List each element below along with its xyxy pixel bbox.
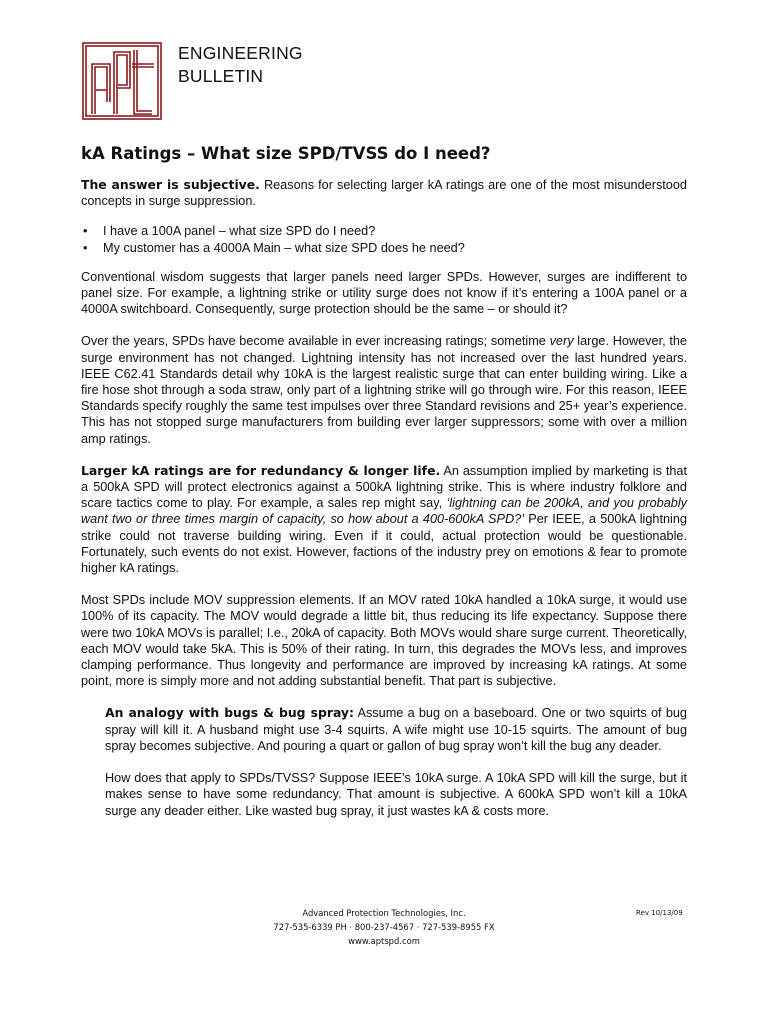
bulletin-title bbox=[178, 42, 303, 88]
list-item: • My customer has a 4000A Main – what size SPD does he need? bbox=[83, 240, 465, 255]
apt-logo bbox=[82, 42, 162, 120]
conventional-wisdom-paragraph: Conventional wisdom suggests that larger panels need larger SPDs. However, surges are indifferent to panel size. For example, a lightning strike or utility surge does not know if it’s entering a 100A panel or a 4000A switchboard. Consequently, surge protection should be the same – or should it? bbox=[81, 269, 687, 317]
bulletin-title-line2: BULLETIN bbox=[178, 66, 264, 86]
bulletin-body bbox=[81, 144, 687, 835]
intro-text: Reasons for selecting larger kA ratings are one of the most misunderstood concepts in surge suppression. bbox=[81, 178, 687, 209]
bullet-icon: • bbox=[83, 240, 88, 255]
intro-paragraph bbox=[81, 177, 687, 209]
redundancy-paragraph: Larger kA ratings are for redundancy & longer life. An assumption implied by marketing is that a 500kA SPD will protect electronics against a 500kA lightning strike. This is where industry folklore and scare tactics come to play. For example, a sales rep might say, ‘lightning can be 200kA, and you probably want two or three times margin of capacity, so how about a 400-600kA SPD?’ Per IEEE, a 500kA lightning strike could not traverse building wiring. Even if it could, actual protection would be questionable. Fortunately, such events do not exist. However, factions of the industry prey on emotions & fear to promote higher kA ratings. bbox=[81, 462, 688, 576]
revision-date: Rev 10/13/09 bbox=[636, 909, 683, 917]
footer bbox=[0, 906, 768, 948]
document-heading: kA Ratings – What size SPD/TVSS do I need? bbox=[81, 144, 491, 163]
footer-phones: 727-535-6339 PH · 800-237-4567 · 727-539-8955 FX bbox=[273, 922, 495, 932]
footer-company: Advanced Protection Technologies, Inc. bbox=[302, 908, 466, 918]
mov-paragraph: Most SPDs include MOV suppression elements. If an MOV rated 10kA handled a 10kA surge, it would use 100% of its capacity. The MOV would degrade a little bit, thus reducing its life expectancy. Suppose there were two 10kA MOVs is parallel; I.e., 20kA of capacity. Both MOVs would share surge current. Theoretically, each MOV would take 5kA. This is 50% of their rating. In turn, this degrades the MOVs less, and improves clamping performance. Thus longevity and performance are improved by increasing kA ratings. At some point, more is simply more and not adding substantial benefit. That part is subjective. bbox=[81, 593, 687, 689]
analogy-paragraph: An analogy with bugs & bug spray: Assume a bug on a baseboard. One or two squirts of bug spray will kill it. A husband might use 3-4 squirts. A wife might use 10-15 squirts. The amount of bug spray becomes subjective. And pouring a quart or gallon of bug spray won’t kill the bug any deader. bbox=[105, 705, 687, 753]
question-list bbox=[81, 223, 687, 255]
bullet-icon: • bbox=[83, 224, 88, 239]
over-the-years-paragraph: Over the years, SPDs have become available in ever increasing ratings; sometime very large. However, the surge environment has not changed. Lightning intensity has not increased over the last hundred years. IEEE C62.41 Standards detail why 10kA is the largest realistic surge that can enter building wiring. Like a fire hose shot through a soda straw, only part of a lightning strike will go through wire. For this reason, IEEE Standards specify roughly the same test impulses over three Standard revisions and 25+ year’s experience. This has not stopped surge manufacturers from building ever larger suppressors; some with over a million amp ratings. bbox=[81, 334, 687, 446]
intro-lead: The answer is subjective. bbox=[81, 177, 260, 192]
redundancy-lead: Larger kA ratings are for redundancy & longer life. bbox=[81, 462, 441, 478]
footer-website: www.aptspd.com bbox=[348, 936, 420, 946]
list-item: • I have a 100A panel – what size SPD do I need? bbox=[83, 224, 376, 239]
bulletin-title-line1: ENGINEERING bbox=[178, 43, 303, 63]
analogy-lead: An analogy with bugs & bug spray: bbox=[105, 705, 354, 721]
apply-paragraph: How does that apply to SPDs/TVSS? Suppose IEEE’s 10kA surge. A 10kA SPD will kill the surge, but it makes sense to have some redundancy. That amount is subjective. A 600kA SPD won’t kill a 10kA surge any deader either. Like wasted bug spray, it just wastes kA & costs more. bbox=[105, 771, 687, 818]
